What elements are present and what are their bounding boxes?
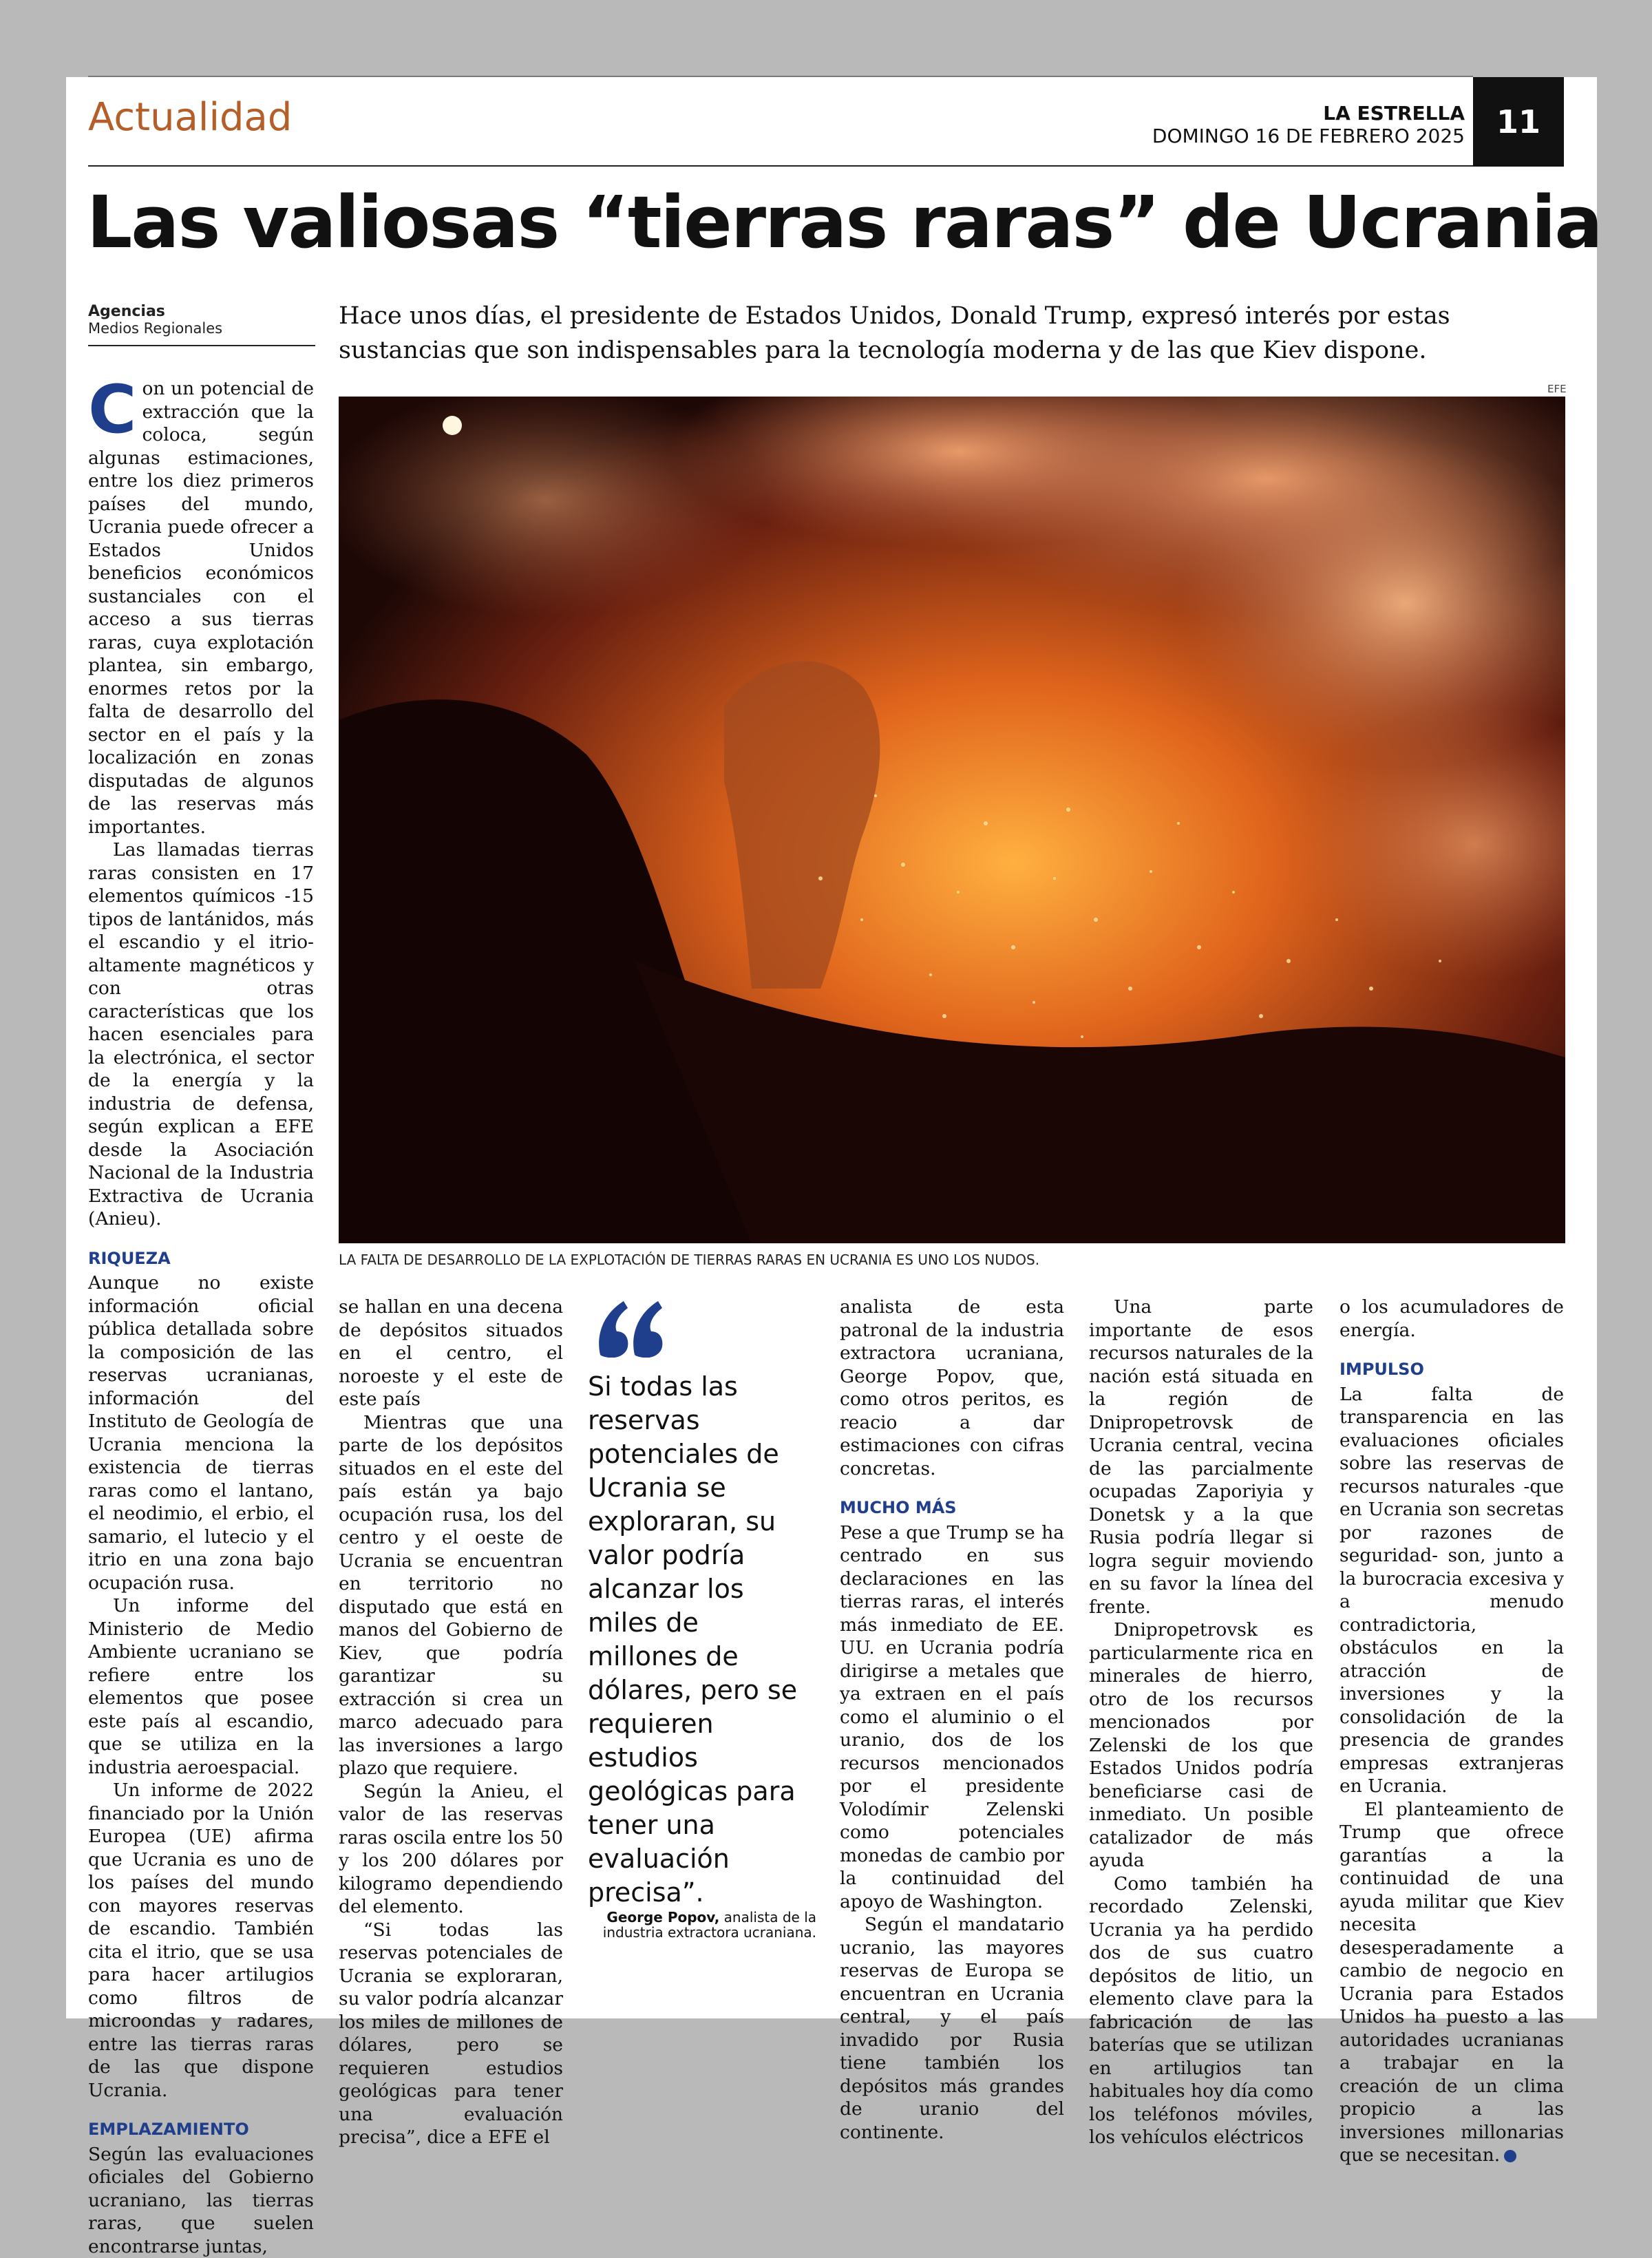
paragraph: Aunque no existe información oficial pública detallada sobre la composición de las reservas ucranianas, información del Instituto de Geología de Ucrania menciona la existencia de tierras raras como el lantano, el neodimio, el erbio, el samario, el lutecio y el itrio en una zona bajo ocupación rusa. — [88, 1272, 314, 1594]
paragraph: Una parte importante de esos recursos naturales de la nación está situada en la región de Dnipropetrovsk de Ucrania central, vecina de las parcialmente ocupadas Zaporiyia y Donetsk y a la que Rusia podría llegar si logra seguir moviendo en su favor la línea del frente. — [1089, 1296, 1313, 1618]
top-rule — [88, 76, 1473, 77]
quote-mark-icon — [596, 1296, 665, 1358]
pull-quote-attribution — [589, 1910, 816, 1940]
article-column-2 — [339, 1296, 563, 2149]
headline: Las valiosas “tierras raras” de Ucrania — [87, 180, 1532, 264]
furnace-photo-illustration — [339, 397, 1565, 1243]
paragraph: Dnipropetrovsk es particularmente rica en minerales de hierro, otro de los recursos mencionados por Zelenski de los que Estados Unidos podría beneficiarse casi de inmediato. Un posible catalizador de más ayuda — [1089, 1618, 1313, 1872]
quote-role: analista de la industria extractora ucraniana. — [603, 1909, 816, 1941]
paragraph-text: on un potencial de extracción que la coloca, según algunas estimaciones, entre los diez primeros países del mundo, Ucrania puede ofrecer a Estados Unidos beneficios económicos sustanciales con el acceso a sus tierras raras, cuya explotación plantea, sin embargo, enormes retos por la falta de desarrollo del sector en el país y la localización en zonas disputadas de algunos de las reservas más importantes. — [88, 378, 314, 838]
issue-date: DOMINGO 16 DE FEBRERO 2025 — [1152, 125, 1465, 147]
paragraph: Según el mandatario ucranio, las mayores reservas de Europa se encuentran en Ucrania central, y el país invadido por Rusia tiene también los depósitos más grandes de uranio del continente. — [840, 1913, 1064, 2144]
byline-agency: Agencias — [88, 303, 315, 320]
paragraph: se hallan en una decena de depósitos situados en el centro, el noroeste y el este de este país — [339, 1296, 563, 1411]
subhead-mucho-mas: MUCHO MÁS — [840, 1497, 1064, 1520]
paragraph — [1339, 1798, 1564, 2167]
article-column-1 — [88, 377, 314, 2258]
paragraph: Según la Anieu, el valor de las reservas raras oscila entre los 50 y los 200 dólares por kilogramo dependiendo del elemento. — [339, 1780, 563, 1919]
paragraph: Un informe del Ministerio de Medio Ambiente ucraniano se refiere entre los elementos que posee este país al escandio, que se utiliza en la industria aeroespacial. — [88, 1594, 314, 1779]
paragraph — [88, 377, 314, 838]
deck: Hace unos días, el presidente de Estados Unidos, Donald Trump, expresó interés por estas sustancias que son indispensables para la tecnología moderna y de las que Kiev dispone. — [339, 299, 1495, 368]
lead-photo — [339, 397, 1565, 1243]
byline — [88, 303, 315, 346]
paragraph: Pese a que Trump se ha centrado en sus declaraciones en las tierras raras, el interés más inmediato de EE. UU. en Ucrania podría dirigirse a metales que ya extraen en el país como el aluminio o el uranio, dos de los recursos mencionados por el presidente Volodímir Zelenski como potenciales monedas de cambio por la continuidad del apoyo de Washington. — [840, 1521, 1064, 1914]
page-number: 11 — [1473, 77, 1564, 167]
paragraph: “Si todas las reservas potenciales de Ucrania se exploraran, su valor podría alcanzar los miles de millones de dólares, pero se requieren estudios geológicas para tener una evaluación precisa”, dice a EFE el — [339, 1919, 563, 2149]
paragraph: Mientras que una parte de los depósitos situados en el este del país están ya bajo ocupación rusa, los del centro y el oeste de Ucrania se encuentran en territorio no disputado que está en manos del Gobierno de Kiev, que podría garantizar su extracción si crea un marco adecuado para las inversiones a largo plazo que requiere. — [339, 1411, 563, 1780]
paper-name: LA ESTRELLA — [1152, 102, 1465, 125]
masthead — [1152, 102, 1465, 147]
paragraph: analista de esta patronal de la industria extractora ucraniana, George Popov, que, como otros peritos, es reacio a dar estimaciones con cifras concretas. — [840, 1296, 1064, 1480]
paragraph: o los acumuladores de energía. — [1339, 1296, 1564, 1342]
photo-credit: EFE — [1547, 383, 1567, 395]
photo-caption: LA FALTA DE DESARROLLO DE LA EXPLOTACIÓN DE TIERRAS RARAS EN UCRANIA ES UNO LOS NUDOS. — [339, 1252, 1565, 1268]
paragraph: La falta de transparencia en las evaluaciones oficiales sobre las reservas de recursos naturales -que en Ucrania son secretas por razones de seguridad- son, junto a la burocracia excesiva y a menudo contradictoria, obstáculos en la atracción de inversiones y la consolidación de la presencia de grandes empresas extranjeras en Ucrania. — [1339, 1383, 1564, 1798]
article-column-5 — [1339, 1296, 1564, 2167]
paragraph: Como también ha recordado Zelenski, Ucrania ya ha perdido dos de sus cuatro depósitos de litio, un elemento clave para la fabricación de las baterías que se utilizan en artilugios tan habituales hoy día como los teléfonos móviles, los vehículos eléctricos — [1089, 1872, 1313, 2149]
end-mark-icon — [1504, 2150, 1516, 2162]
subhead-emplazamiento: EMPLAZAMIENTO — [88, 2118, 314, 2142]
subhead-impulso: IMPULSO — [1339, 1358, 1564, 1382]
article-column-4 — [1089, 1296, 1313, 2149]
pull-quote: Si todas las reservas potenciales de Ucrania se exploraran, su valor podría alcanzar los miles de millones de dólares, pero se requieren estudios geológicas para tener una evaluación precisa”. — [588, 1370, 815, 1910]
subhead-riqueza: RIQUEZA — [88, 1247, 314, 1271]
header-rule — [88, 165, 1473, 167]
paragraph: Las llamadas tierras raras consisten en 17 elementos químicos -15 tipos de lantánidos, más el escandio y el itrio- altamente magnéticos y con otras características que los hacen esenciales para la electrónica, el sector de la energía y la industria de defensa, según explican a EFE desde la Asociación Nacional de la Industria Extractiva de Ucrania (Anieu). — [88, 838, 314, 1231]
quote-author: George Popov, — [606, 1909, 719, 1925]
byline-media: Medios Regionales — [88, 320, 315, 337]
section-label: Actualidad — [88, 95, 292, 140]
paragraph: Un informe de 2022 financiado por la Unión Europea (UE) afirma que Ucrania es uno de los países del mundo con mayores reservas de escandio. También cita el itrio, que se usa para hacer artilugios como filtros de microondas y radares, entre las tierras raras de las que dispone Ucrania. — [88, 1779, 314, 2102]
article-column-3 — [840, 1296, 1064, 2144]
paragraph: Según las evaluaciones oficiales del Gobierno ucraniano, las tierras raras, que suelen encontrarse juntas, — [88, 2143, 314, 2258]
drop-cap: C — [88, 381, 136, 438]
paragraph-text: El planteamiento de Trump que ofrece garantías a la continuidad de una ayuda militar que Kiev necesita desesperadamente a cambio de negocio en Ucrania para Estados Unidos ha puesto a las autoridades ucranianas a trabajar en la creación de un clima propicio a las inversiones millonarias que se necesitan. — [1339, 1799, 1564, 2166]
